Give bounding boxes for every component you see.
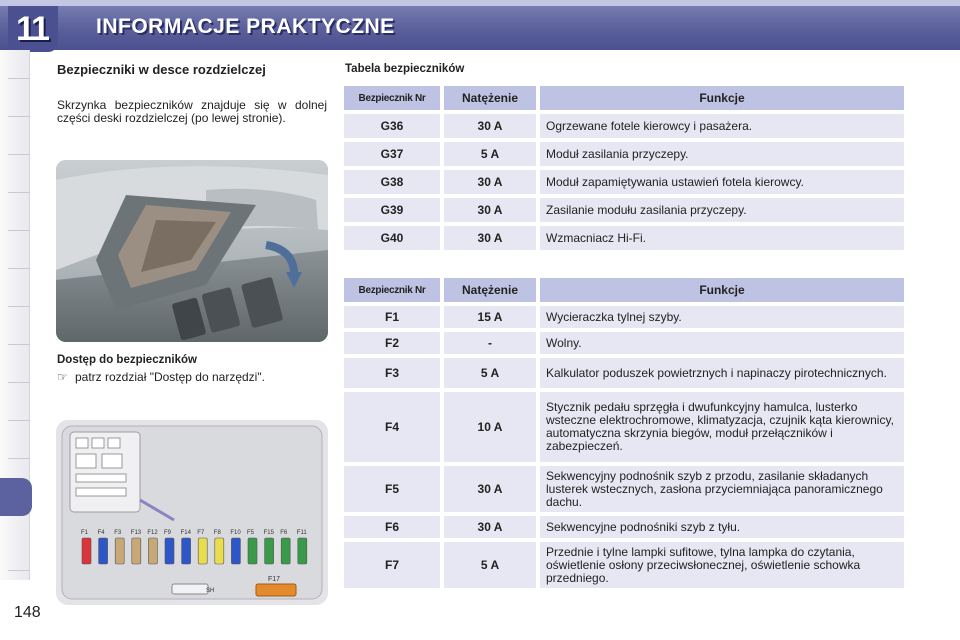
dashboard-illustration — [56, 160, 328, 342]
header-amperage: Natężenie — [444, 278, 536, 302]
fuse-amperage: 5 A — [444, 358, 536, 388]
fuse-number: G40 — [344, 226, 440, 250]
page-header — [0, 0, 960, 50]
fuse-number: F6 — [344, 516, 440, 538]
fuse-function: Wycieraczka tylnej szyby. — [540, 306, 904, 328]
fuse-label: F9 — [164, 530, 172, 536]
fuse-number: G37 — [344, 142, 440, 166]
fuse-label: F4 — [97, 530, 105, 536]
section-title: Bezpieczniki w desce rozdzielczej — [57, 62, 266, 77]
fuse-label: F7 — [197, 530, 205, 536]
fuse — [115, 538, 124, 564]
fuse-label: F15 — [263, 530, 274, 536]
dashboard-fusebox-photo — [56, 160, 328, 342]
fuse-amperage: 30 A — [444, 226, 536, 250]
rail-divider — [8, 230, 30, 231]
fuse-amperage: 30 A — [444, 466, 536, 512]
fuse-label: F6 — [280, 530, 288, 536]
fuse-label: F8 — [213, 530, 221, 536]
rail-divider — [8, 382, 30, 383]
fuse — [265, 538, 274, 564]
fuse — [298, 538, 307, 564]
fuse — [215, 538, 224, 564]
section-body: Skrzynka bezpieczników znajduje się w dolnej części deski rozdzielczej (po lewej stronie). — [57, 98, 327, 125]
rail-divider — [8, 306, 30, 307]
fuse-label-f17: F17 — [268, 576, 281, 583]
table-header-row — [344, 278, 904, 302]
fuse-amperage: 30 A — [444, 198, 536, 222]
fuse — [99, 538, 108, 564]
rail-divider — [8, 116, 30, 117]
fuse-amperage: 30 A — [444, 114, 536, 138]
fuse — [132, 538, 141, 564]
fuse-number: G39 — [344, 198, 440, 222]
fuse-amperage: - — [444, 332, 536, 354]
fuse-label: F12 — [147, 530, 158, 536]
fuse-function: Kalkulator poduszek powietrznych i napinaczy pirotechnicznych. — [540, 358, 904, 388]
table-row — [344, 516, 904, 538]
header-highlight — [0, 0, 960, 6]
relay-label: SH — [206, 588, 215, 594]
fuse-table-f — [344, 274, 904, 592]
fuse-label: F3 — [114, 530, 122, 536]
fuse-amperage: 15 A — [444, 306, 536, 328]
fuse-label: F5 — [247, 530, 255, 536]
rail-divider — [8, 78, 30, 79]
table-header-row — [344, 86, 904, 110]
fuse — [82, 538, 91, 564]
fuse-label: F13 — [130, 530, 142, 536]
fuse-function: Sekwencyjne podnośniki szyb z tyłu. — [540, 516, 904, 538]
fuse-number: F3 — [344, 358, 440, 388]
rail-divider — [8, 420, 30, 421]
fuse-number: F2 — [344, 332, 440, 354]
table-row — [344, 142, 904, 166]
fuse-amperage: 5 A — [444, 142, 536, 166]
fuse-number: F1 — [344, 306, 440, 328]
page-number: 148 — [14, 604, 41, 621]
relay-shunt — [172, 584, 208, 594]
table-row — [344, 114, 904, 138]
active-chapter-tab[interactable] — [0, 478, 32, 516]
fuse-function: Zasilanie modułu zasilania przyczepy. — [540, 198, 904, 222]
header-functions: Funkcje — [540, 86, 904, 110]
fuse-number: F7 — [344, 542, 440, 588]
fuse-f17 — [256, 584, 296, 596]
fuse-number: F4 — [344, 392, 440, 462]
fuse-function: Ogrzewane fotele kierowcy i pasażera. — [540, 114, 904, 138]
chapter-number: 11 — [16, 10, 48, 48]
rail-divider — [8, 458, 30, 459]
fuse-function: Stycznik pedału sprzęgła i dwufunkcyjny hamulca, lusterko wsteczne elektrochromowe, klimatyzacja, czujnik kąta kierownicy, automatyczna skrzynia biegów, moduł przełączników i zabezpieczeń. — [540, 392, 904, 462]
fuse-amperage: 10 A — [444, 392, 536, 462]
fuse-function: Wolny. — [540, 332, 904, 354]
fuse-table-g — [344, 82, 904, 254]
header-fuse-nr: Bezpiecznik Nr — [344, 86, 440, 110]
fuse — [182, 538, 191, 564]
page-title: INFORMACJE PRAKTYCZNE — [96, 15, 395, 38]
fuse-label: F10 — [230, 530, 241, 536]
access-title: Dostęp do bezpieczników — [57, 354, 197, 366]
fuse — [198, 538, 207, 564]
fuse — [231, 538, 240, 564]
table-row — [344, 170, 904, 194]
fuse-function: Moduł zapamiętywania ustawień fotela kierowcy. — [540, 170, 904, 194]
access-instruction-text: patrz rozdział "Dostęp do narzędzi". — [75, 370, 265, 384]
table-caption: Tabela bezpieczników — [345, 63, 465, 75]
rail-divider — [8, 570, 30, 571]
table-row — [344, 306, 904, 328]
table-row — [344, 392, 904, 462]
table-row — [344, 358, 904, 388]
fuse-number: F5 — [344, 466, 440, 512]
header-amperage: Natężenie — [444, 86, 536, 110]
table-row — [344, 226, 904, 250]
rail-divider — [8, 192, 30, 193]
table-row — [344, 466, 904, 512]
fuse — [281, 538, 290, 564]
fuse-layout-illustration — [56, 420, 328, 605]
header-functions: Funkcje — [540, 278, 904, 302]
fuse-function: Moduł zasilania przyczepy. — [540, 142, 904, 166]
fuse-amperage: 30 A — [444, 170, 536, 194]
fuse-number: G38 — [344, 170, 440, 194]
rail-divider — [8, 268, 30, 269]
fuse-function: Sekwencyjny podnośnik szyb z przodu, zasilanie składanych lusterek wstecznych, zasłona przyciemniająca panoramicznego dachu. — [540, 466, 904, 512]
table-row — [344, 332, 904, 354]
table-row — [344, 198, 904, 222]
fuse — [148, 538, 157, 564]
fuse-label: F1 — [81, 530, 89, 536]
pointing-hand-icon: ☞ — [57, 370, 68, 384]
fuse-amperage: 5 A — [444, 542, 536, 588]
fuse-number: G36 — [344, 114, 440, 138]
header-fuse-nr: Bezpiecznik Nr — [344, 278, 440, 302]
access-instruction — [57, 370, 265, 384]
fuse-box-diagram — [56, 420, 328, 605]
table-row — [344, 542, 904, 588]
fuse-function: Przednie i tylne lampki sufitowe, tylna lampka do czytania, oświetlenie osłony przeciwsłonecznej, oświetlenie schowka przedniego. — [540, 542, 904, 588]
fuse — [248, 538, 257, 564]
fuse-label: F14 — [180, 530, 191, 536]
rail-divider — [8, 344, 30, 345]
fuse-amperage: 30 A — [444, 516, 536, 538]
fuse-function: Wzmacniacz Hi-Fi. — [540, 226, 904, 250]
rail-divider — [8, 154, 30, 155]
fuse-label: F11 — [296, 530, 307, 536]
fuse — [165, 538, 174, 564]
